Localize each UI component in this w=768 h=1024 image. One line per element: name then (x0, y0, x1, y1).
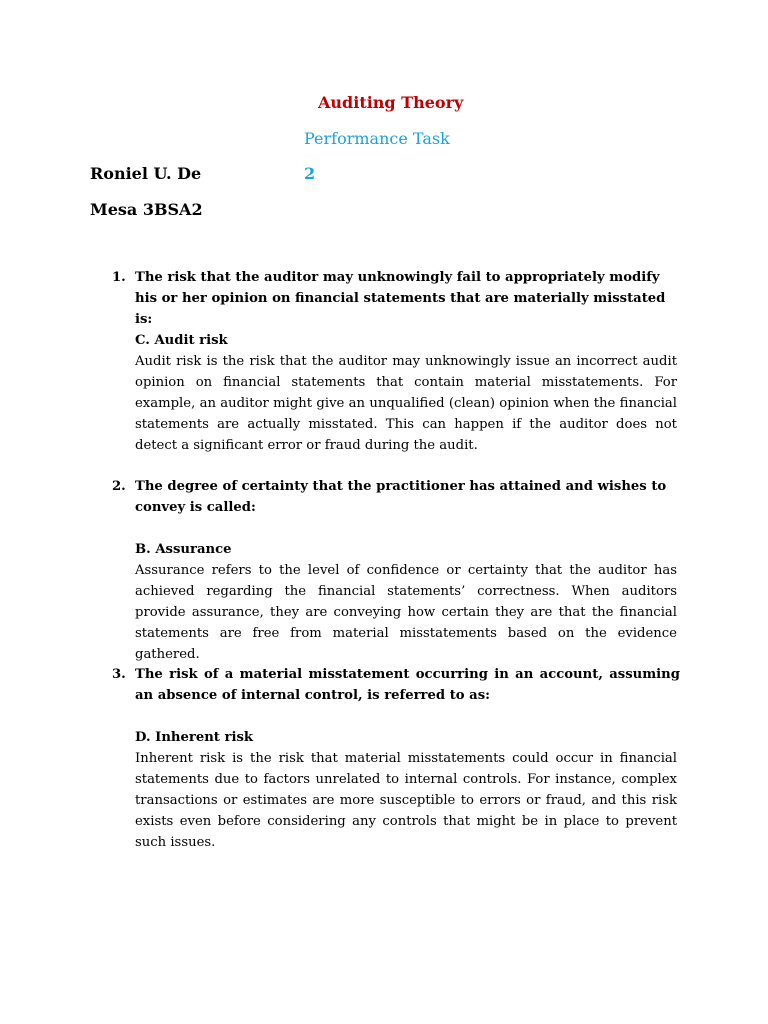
question-number: 1. (112, 270, 126, 285)
question-2 (112, 476, 680, 518)
question-text: The risk that the auditor may unknowingly fail to appropriately modify his or her opinion on financial statements that are materially misstated is: (135, 270, 666, 327)
document-subtitle: Performance Task (304, 129, 450, 148)
answer-label: C. Audit risk (135, 333, 228, 348)
answer-explanation: Inherent risk is the risk that material misstatements could occur in financial statements due to factors unrelated to internal controls. For instance, complex transactions or estimates are more susceptible to errors or fraud, and this risk exists even before considering any controls that might be in place to prevent such issues. (135, 751, 677, 850)
author-name-line1: Roniel U. De (90, 164, 202, 183)
task-number: 2 (304, 164, 316, 183)
question-number: 2. (112, 479, 126, 494)
question-3 (112, 664, 680, 706)
question-number: 3. (112, 667, 126, 682)
answer-explanation: Audit risk is the risk that the auditor may unknowingly issue an incorrect audit opinion on financial statements that contain material misstatements. For example, an auditor might give an unqualified (clean) opinion when the financial statements are actually misstated. This can happen if the auditor does not detect a significant error or fraud during the audit. (135, 354, 677, 453)
author-name-line2: Mesa 3BSA2 (90, 200, 203, 219)
question-text: The degree of certainty that the practitioner has attained and wishes to convey is called: (135, 479, 667, 515)
question-text: The risk of a material misstatement occurring in an account, assuming an absence of internal control, is referred to as: (135, 667, 680, 703)
answer-explanation: Assurance refers to the level of confidence or certainty that the auditor has achieved regarding the financial statements’ correctness. When auditors provide assurance, they are conveying how certain they are that the financial statements are free from material misstatements based on the evidence gathered. (135, 563, 677, 662)
answer-label: B. Assurance (135, 542, 232, 557)
document-title: Auditing Theory (318, 93, 464, 112)
answer-label: D. Inherent risk (135, 730, 254, 745)
question-1 (112, 267, 680, 330)
